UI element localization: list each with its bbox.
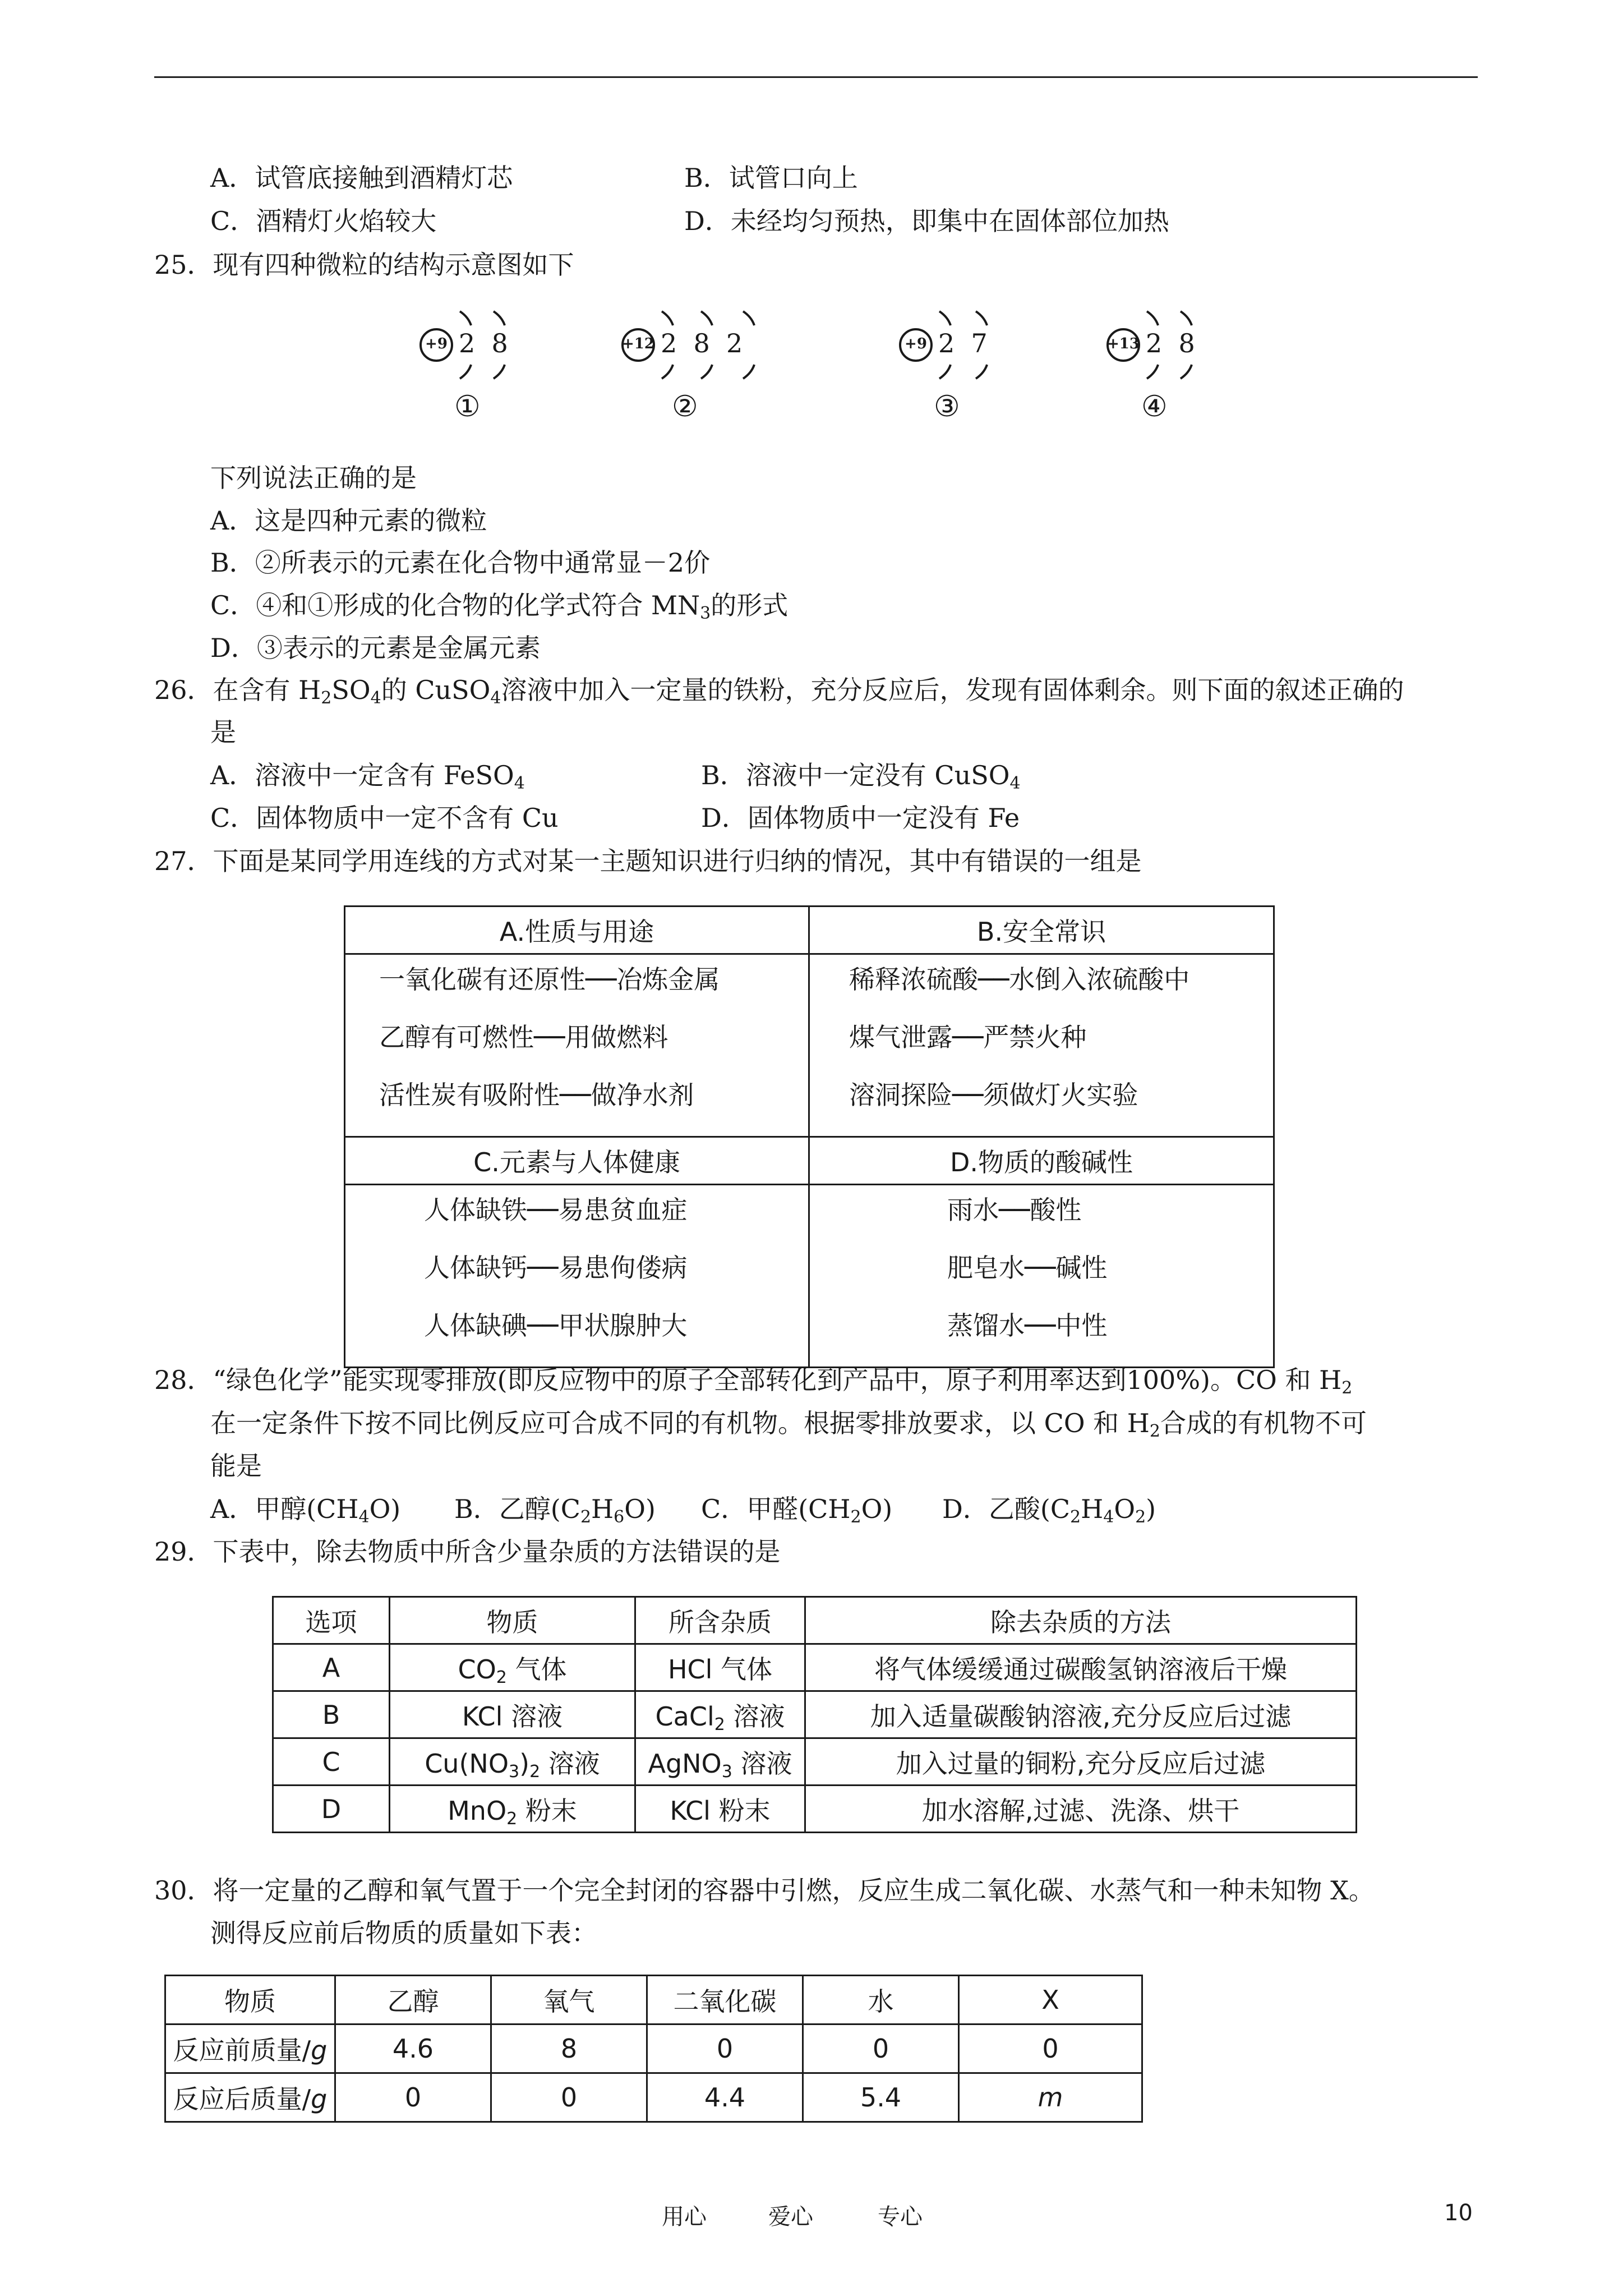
q29-header: 除去杂质的方法: [805, 1597, 1357, 1644]
atom-label: ①: [454, 390, 481, 424]
atom-label: ②: [672, 390, 698, 424]
q27-header-d: D.物质的酸碱性: [809, 1137, 1274, 1185]
q29-header: 物质: [390, 1597, 635, 1644]
footer-motto-3: 专心: [878, 2204, 923, 2230]
q24-option-a: A．试管底接触到酒精灯芯: [210, 163, 513, 193]
q26-stem-cont: 是: [210, 717, 236, 747]
q26-option-c: C．固体物质中一定不含有 Cu: [210, 803, 559, 833]
q29-header-row: [273, 1597, 1357, 1644]
q25-prompt: 下列说法正确的是: [210, 463, 417, 493]
q29-option: C: [273, 1738, 390, 1786]
q29-impurity: CaCl$_2$ 溶液: [635, 1691, 805, 1738]
q26-stem: 26．在含有 $H_2SO_4$的 CuSO$_4$溶液中加入一定量的铁粉，充分反应后，发现有固体剩余。则下面的叙述正确的: [154, 675, 1404, 708]
q30-row-label: 反应前质量/g: [165, 2024, 335, 2073]
q26-option-a: A．溶液中一定含有 FeSO$_4$: [210, 760, 525, 793]
q29-impurity: HCl 气体: [635, 1644, 805, 1691]
q27-b-item: 煤气泄露──严禁火种: [849, 1022, 1087, 1052]
q29-method: 加入过量的铜粉,充分反应后过滤: [805, 1738, 1357, 1786]
q27-cell-d: [809, 1185, 1274, 1368]
q30-header-row: [165, 1976, 1142, 2024]
nucleus-charge: +9: [425, 335, 448, 352]
q29-substance: KCl 溶液: [390, 1691, 635, 1738]
q29-substance: $CO_2$ 气体: [390, 1644, 635, 1691]
q29-substance: MnO$_2$ 粉末: [390, 1786, 635, 1833]
q30-cell: 5.4: [803, 2073, 959, 2122]
q26-option-d: D．固体物质中一定没有 Fe: [701, 803, 1020, 833]
q24-option-d: D．未经均匀预热，即集中在固体部位加热: [684, 206, 1169, 236]
q27-a-item: 乙醇有可燃性──用做燃料: [379, 1022, 668, 1052]
q30-header: X: [959, 1976, 1142, 2024]
footer-motto-1: 用心: [662, 2204, 707, 2230]
q30-cell: m: [959, 2073, 1142, 2122]
q30-cell: 0: [491, 2073, 647, 2122]
q27-header-b: B.安全常识: [809, 907, 1274, 954]
q27-b-item: 溶洞探险──须做灯火实验: [849, 1080, 1138, 1110]
q30-header: 二氧化碳: [647, 1976, 803, 2024]
atom-diagram-4: [1102, 303, 1281, 424]
q24-option-b: B．试管口向上: [684, 163, 858, 193]
table-row: [165, 2073, 1142, 2122]
q29-impurity: AgNO$_3$ 溶液: [635, 1738, 805, 1786]
q27-cell-b: [809, 954, 1274, 1137]
q30-cell: 4.6: [335, 2024, 491, 2073]
q29-method: 将气体缓缓通过碳酸氢钠溶液后干燥: [805, 1644, 1357, 1691]
q30-row-label: 反应后质量/g: [165, 2073, 335, 2122]
atom-diagram-1: [415, 303, 594, 424]
q30-stem: 30．将一定量的乙醇和氧气置于一个完全封闭的容器中引燃，反应生成二氧化碳、水蒸气和一种未知物 X。: [154, 1875, 1375, 1906]
q28-option-b: B．乙醇$(C_2H_6O)$: [454, 1494, 656, 1527]
q25-option-b: B．②所表示的元素在化合物中通常显－2价: [210, 547, 711, 578]
q30-cell: 0: [803, 2024, 959, 2073]
q24-option-c: C．酒精灯火焰较大: [210, 206, 437, 236]
atom-label: ③: [934, 390, 960, 424]
q29-table: [272, 1596, 1357, 1833]
q27-table: [344, 905, 1275, 1368]
q28-option-a: A．甲醇$(CH_4O)$: [210, 1494, 401, 1527]
q27-stem: 27．下面是某同学用连线的方式对某一主题知识进行归纳的情况，其中有错误的一组是: [154, 846, 1142, 876]
q27-cell-a: [345, 954, 809, 1137]
q30-header: 物质: [165, 1976, 335, 2024]
atom-label: ④: [1141, 390, 1168, 424]
electron-shells: 2 8: [459, 328, 508, 358]
nucleus-charge: +12: [622, 335, 654, 352]
table-row: [273, 1738, 1357, 1786]
q25-option-d: D．③表示的元素是金属元素: [210, 633, 541, 663]
electron-shells: 2 8: [1146, 328, 1195, 358]
electron-shells: 2 8 2: [661, 328, 743, 358]
page-number: 10: [1444, 2200, 1473, 2226]
q27-c-item: 人体缺铁──易患贫血症: [424, 1195, 688, 1225]
table-row: [273, 1691, 1357, 1738]
q30-header: 氧气: [491, 1976, 647, 2024]
q27-d-item: 蒸馏水──中性: [947, 1310, 1108, 1341]
q29-stem: 29．下表中，除去物质中所含少量杂质的方法错误的是: [154, 1536, 781, 1567]
q29-option: B: [273, 1691, 390, 1738]
q28-stem-cont-2: 能是: [210, 1451, 262, 1481]
q27-a-item: 活性炭有吸附性──做净水剂: [379, 1080, 694, 1110]
q27-header-c: C.元素与人体健康: [345, 1137, 809, 1185]
q28-stem: 28．“绿色化学”能实现零排放(即反应物中的原子全部转化到产品中，原子利用率达到100%)。CO 和 $H_2$: [154, 1365, 1353, 1398]
table-row: [273, 1644, 1357, 1691]
q29-method: 加入适量碳酸钠溶液,充分反应后过滤: [805, 1691, 1357, 1738]
q27-c-item: 人体缺钙──易患佝偻病: [424, 1253, 688, 1283]
q28-stem-cont: 在一定条件下按不同比例反应可合成不同的有机物。根据零排放要求，以 CO 和 $H_2$合成的有机物不可: [210, 1408, 1367, 1441]
q30-cell: 8: [491, 2024, 647, 2073]
q27-d-item: 雨水──酸性: [947, 1195, 1082, 1225]
q27-cell-c: [345, 1185, 809, 1368]
q27-c-item: 人体缺碘──甲状腺肿大: [424, 1310, 688, 1341]
table-row: [273, 1786, 1357, 1833]
table-row: [165, 2024, 1142, 2073]
q28-option-c: C．甲醛$(CH_2O)$: [701, 1494, 893, 1527]
q30-cell: 0: [335, 2073, 491, 2122]
q30-cell: 4.4: [647, 2073, 803, 2122]
q30-header: 水: [803, 1976, 959, 2024]
q26-option-b: B．溶液中一定没有 CuSO$_4$: [701, 760, 1021, 793]
q28-option-d: D．乙酸$(C_2H_4O_2)$: [942, 1494, 1156, 1527]
q29-header: 所含杂质: [635, 1597, 805, 1644]
q29-substance: $Cu(NO_3)_2$ 溶液: [390, 1738, 635, 1786]
q29-impurity: KCl 粉末: [635, 1786, 805, 1833]
q30-stem-cont: 测得反应前后物质的质量如下表：: [210, 1918, 597, 1948]
q27-d-item: 肥皂水──碱性: [947, 1253, 1108, 1283]
q25-option-a: A．这是四种元素的微粒: [210, 505, 487, 536]
top-rule: [154, 76, 1478, 78]
q25-option-c: C．④和①形成的化合物的化学式符合 $MN_3$的形式: [210, 590, 789, 623]
nucleus-charge: +13: [1107, 335, 1140, 352]
q29-option: A: [273, 1644, 390, 1691]
electron-shells: 2 7: [938, 328, 988, 358]
q25-stem: 25．现有四种微粒的结构示意图如下: [154, 250, 574, 280]
q27-header-a: A.性质与用途: [345, 907, 809, 954]
q27-a-item: 一氧化碳有还原性──冶炼金属: [379, 964, 720, 995]
q29-header: 选项: [273, 1597, 390, 1644]
atom-diagram-2: [617, 303, 796, 424]
q30-table: [164, 1975, 1143, 2123]
q29-method: 加水溶解,过滤、洗涤、烘干: [805, 1786, 1357, 1833]
nucleus-charge: +9: [905, 335, 927, 352]
q30-header: 乙醇: [335, 1976, 491, 2024]
atom-diagram-3: [895, 303, 1074, 424]
q29-option: D: [273, 1786, 390, 1833]
footer-motto-2: 爱心: [768, 2204, 813, 2230]
q30-cell: 0: [959, 2024, 1142, 2073]
q30-cell: 0: [647, 2024, 803, 2073]
q27-b-item: 稀释浓硫酸──水倒入浓硫酸中: [849, 964, 1190, 995]
